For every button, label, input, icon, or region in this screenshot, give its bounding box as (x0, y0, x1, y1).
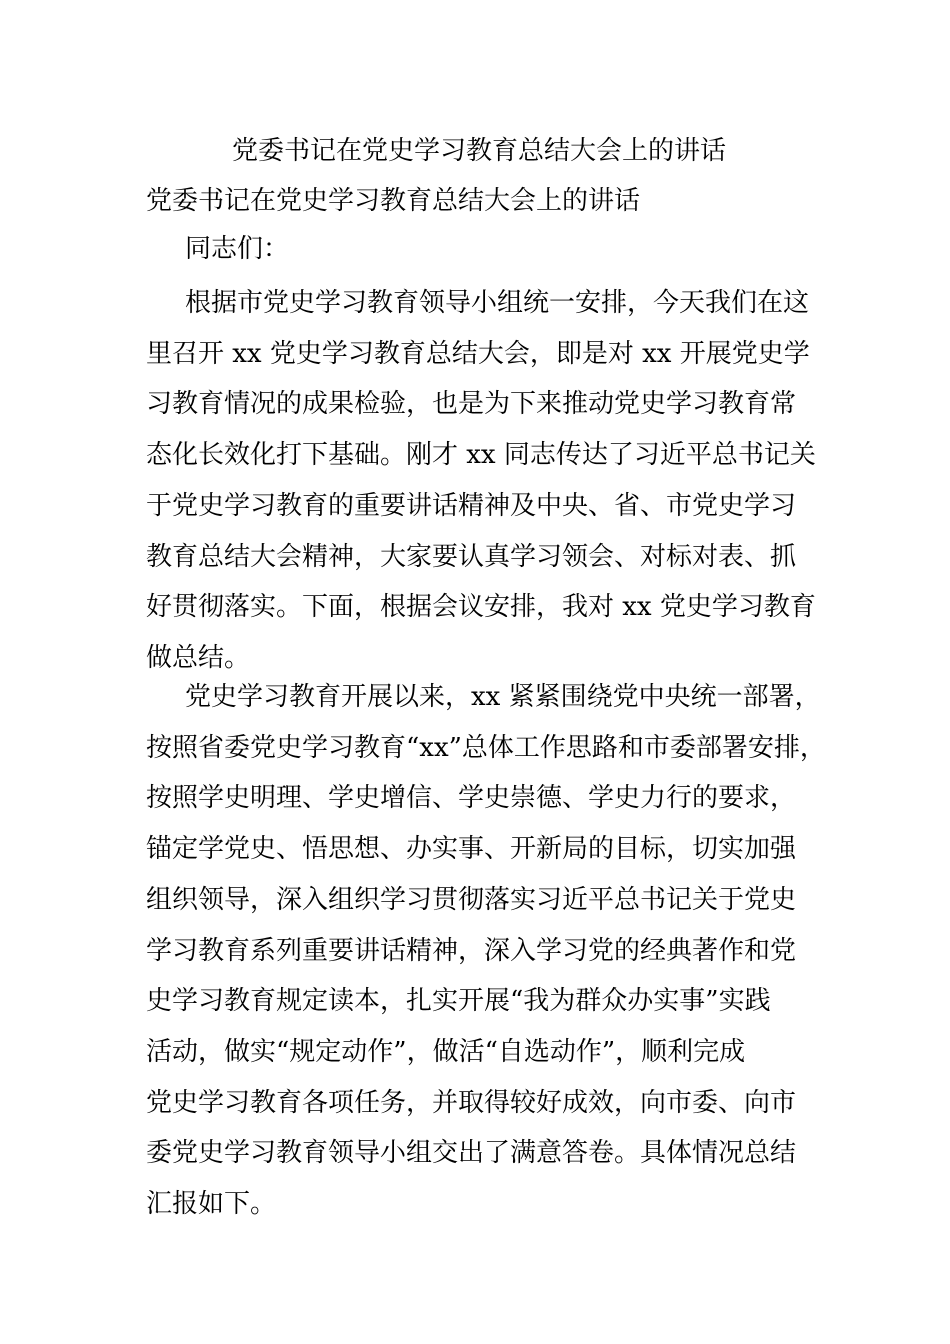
paragraph-line: 习教育情况的成果检验，也是为下来推动党史学习教育常 (146, 389, 797, 420)
paragraph-line: 做总结。 (146, 642, 251, 673)
paragraph-line: 委党史学习教育领导小组交出了满意答卷。具体情况总结 (146, 1138, 797, 1169)
paragraph-line: 学习教育系列重要讲话精神，深入学习党的经典著作和党 (146, 935, 797, 966)
paragraph-line: 好贯彻落实。下面，根据会议安排，我对 xx 党史学习教育 (146, 592, 816, 623)
paragraph-line: 党史学习教育开展以来，xx 紧紧围绕党中央统一部署， (185, 682, 821, 712)
paragraph-line: 于党史学习教育的重要讲话精神及中央、省、市党史学习 (146, 490, 797, 521)
paragraph-line: 史学习教育规定读本，扎实开展“我为群众办实事”实践 (146, 986, 771, 1017)
paragraph-line: 党史学习教育各项任务，并取得较好成效，向市委、向市 (146, 1087, 797, 1118)
paragraph-line: 按照省委党史学习教育“xx”总体工作思路和市委部署安排， (146, 732, 826, 763)
paragraph-line: 态化长效化打下基础。刚才 xx 同志传达了习近平总书记关 (146, 440, 816, 471)
paragraph-line: 汇报如下。 (146, 1189, 277, 1220)
paragraph-line: 教育总结大会精神，大家要认真学习领会、对标对表、抓 (146, 541, 797, 572)
document-subtitle: 党委书记在党史学习教育总结大会上的讲话 (146, 186, 641, 216)
paragraph-line: 里召开 xx 党史学习教育总结大会，即是对 xx 开展党史学 (146, 338, 810, 369)
paragraph-line: 按照学史明理、学史增信、学史崇德、学史力行的要求， (146, 783, 797, 814)
paragraph-1 (146, 278, 826, 684)
paragraph-line: 活动，做实“规定动作”，做活“自选动作”，顺利完成 (146, 1036, 746, 1067)
paragraph-2 (146, 672, 826, 1230)
salutation: 同志们： (185, 234, 290, 264)
document-title: 党委书记在党史学习教育总结大会上的讲话 (232, 136, 727, 166)
paragraph-line: 根据市党史学习教育领导小组统一安排，今天我们在这 (185, 288, 810, 318)
paragraph-line: 组织领导，深入组织学习贯彻落实习近平总书记关于党史 (146, 884, 797, 915)
paragraph-line: 锚定学党史、悟思想、办实事、开新局的目标，切实加强 (146, 834, 797, 865)
